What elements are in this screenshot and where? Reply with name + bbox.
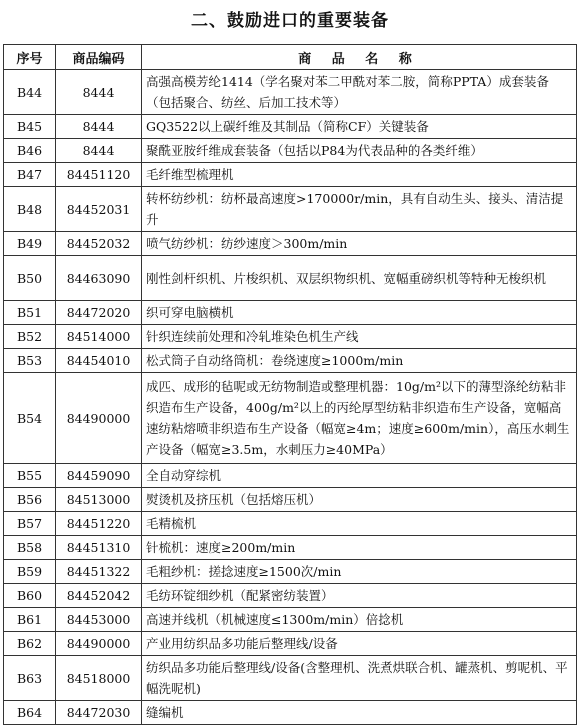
row-seq: B50	[4, 256, 56, 301]
equipment-table	[3, 44, 577, 725]
row-name: 纺织品多功能后整理线/设备(含整理机、洗煮烘联合机、罐蒸机、剪呢机、平幅洗呢机)	[142, 656, 577, 701]
table-row	[4, 608, 577, 632]
row-name: 高速并线机（机械速度≤1300m/min）倍捻机	[142, 608, 577, 632]
row-name: 聚酰亚胺纤维成套装备（包括以P84为代表品种的各类纤维）	[142, 139, 577, 163]
row-code: 84514000	[56, 325, 142, 349]
table-row	[4, 584, 577, 608]
table-row	[4, 512, 577, 536]
row-seq: B57	[4, 512, 56, 536]
row-code: 84518000	[56, 656, 142, 701]
row-seq: B54	[4, 373, 56, 464]
row-seq: B60	[4, 584, 56, 608]
row-name: 转杯纺纱机：纺杯最高速度>170000r/min，具有自动生头、接头、清洁提升	[142, 187, 577, 232]
header-name: 商 品 名 称	[142, 45, 577, 70]
table-header-row	[4, 45, 577, 70]
row-code: 84459090	[56, 464, 142, 488]
row-seq: B59	[4, 560, 56, 584]
row-code: 84454010	[56, 349, 142, 373]
document-title: 二、鼓励进口的重要装备	[191, 11, 389, 31]
row-name: 成匹、成形的毡呢或无纺物制造或整理机器：10g/m²以下的薄型涤纶纺粘非织造布生产设备，400g/m²以上的丙纶厚型纺粘非织造布生产设备，宽幅高速纺粘熔喷非织造布生产设备（幅宽≥4m；速度≥600m/min），高压水刺生产设备（幅宽≥3.5m，水刺压力≥40MPa）	[142, 373, 577, 464]
row-seq: B47	[4, 163, 56, 187]
table-row	[4, 373, 577, 464]
row-name: 织可穿电脑横机	[142, 301, 577, 325]
row-seq: B53	[4, 349, 56, 373]
row-code: 84453000	[56, 608, 142, 632]
row-name: 针梳机：速度≥200m/min	[142, 536, 577, 560]
table-row	[4, 163, 577, 187]
table-row	[4, 536, 577, 560]
row-seq: B61	[4, 608, 56, 632]
table-row	[4, 464, 577, 488]
table-row	[4, 325, 577, 349]
row-code: 84452031	[56, 187, 142, 232]
row-seq: B62	[4, 632, 56, 656]
row-code: 84463090	[56, 256, 142, 301]
table-row	[4, 632, 577, 656]
row-code: 84452032	[56, 232, 142, 256]
row-code: 84513000	[56, 488, 142, 512]
row-code: 84452042	[56, 584, 142, 608]
row-code: 84490000	[56, 373, 142, 464]
table-row	[4, 560, 577, 584]
row-name: 缝编机	[142, 701, 577, 725]
row-seq: B46	[4, 139, 56, 163]
table-row	[4, 701, 577, 725]
row-seq: B48	[4, 187, 56, 232]
table-row	[4, 349, 577, 373]
row-code: 84451322	[56, 560, 142, 584]
row-name: 毛精梳机	[142, 512, 577, 536]
row-code: 84472030	[56, 701, 142, 725]
row-seq: B64	[4, 701, 56, 725]
row-seq: B56	[4, 488, 56, 512]
table-row	[4, 115, 577, 139]
table-row	[4, 488, 577, 512]
row-name: 产业用纺织品多功能后整理线/设备	[142, 632, 577, 656]
row-code: 84451310	[56, 536, 142, 560]
row-seq: B63	[4, 656, 56, 701]
table-row	[4, 232, 577, 256]
row-seq: B49	[4, 232, 56, 256]
row-seq: B55	[4, 464, 56, 488]
header-code: 商品编码	[56, 45, 142, 70]
table-row	[4, 139, 577, 163]
table-row	[4, 256, 577, 301]
row-seq: B51	[4, 301, 56, 325]
row-name: 针织连续前处理和冷轧堆染色机生产线	[142, 325, 577, 349]
row-seq: B44	[4, 70, 56, 115]
row-seq: B52	[4, 325, 56, 349]
header-seq: 序号	[4, 45, 56, 70]
row-name: 熨烫机及挤压机（包括熔压机）	[142, 488, 577, 512]
table-row	[4, 656, 577, 701]
row-name: 喷气纺纱机：纺纱速度＞300m/min	[142, 232, 577, 256]
row-code: 84451120	[56, 163, 142, 187]
table-row	[4, 70, 577, 115]
row-name: 全自动穿综机	[142, 464, 577, 488]
row-code: 84451220	[56, 512, 142, 536]
table-row	[4, 187, 577, 232]
row-name: 松式筒子自动络筒机：卷绕速度≥1000m/min	[142, 349, 577, 373]
row-code: 84472020	[56, 301, 142, 325]
row-code: 84490000	[56, 632, 142, 656]
row-name: 毛纺环锭细纱机（配紧密纺装置）	[142, 584, 577, 608]
row-name: GQ3522以上碳纤维及其制品（简称CF）关键装备	[142, 115, 577, 139]
row-seq: B45	[4, 115, 56, 139]
row-code: 8444	[56, 139, 142, 163]
row-name: 毛纤维型梳理机	[142, 163, 577, 187]
row-name: 高强高模芳纶1414（学名聚对苯二甲酰对苯二胺，简称PPTA）成套装备（包括聚合、纺丝、后加工技术等）	[142, 70, 577, 115]
row-name: 毛粗纱机：搓捻速度≥1500次/min	[142, 560, 577, 584]
row-code: 8444	[56, 115, 142, 139]
row-seq: B58	[4, 536, 56, 560]
table-row	[4, 301, 577, 325]
row-name: 刚性剑杆织机、片梭织机、双层织物织机、宽幅重磅织机等特种无梭织机	[142, 256, 577, 301]
row-code: 8444	[56, 70, 142, 115]
